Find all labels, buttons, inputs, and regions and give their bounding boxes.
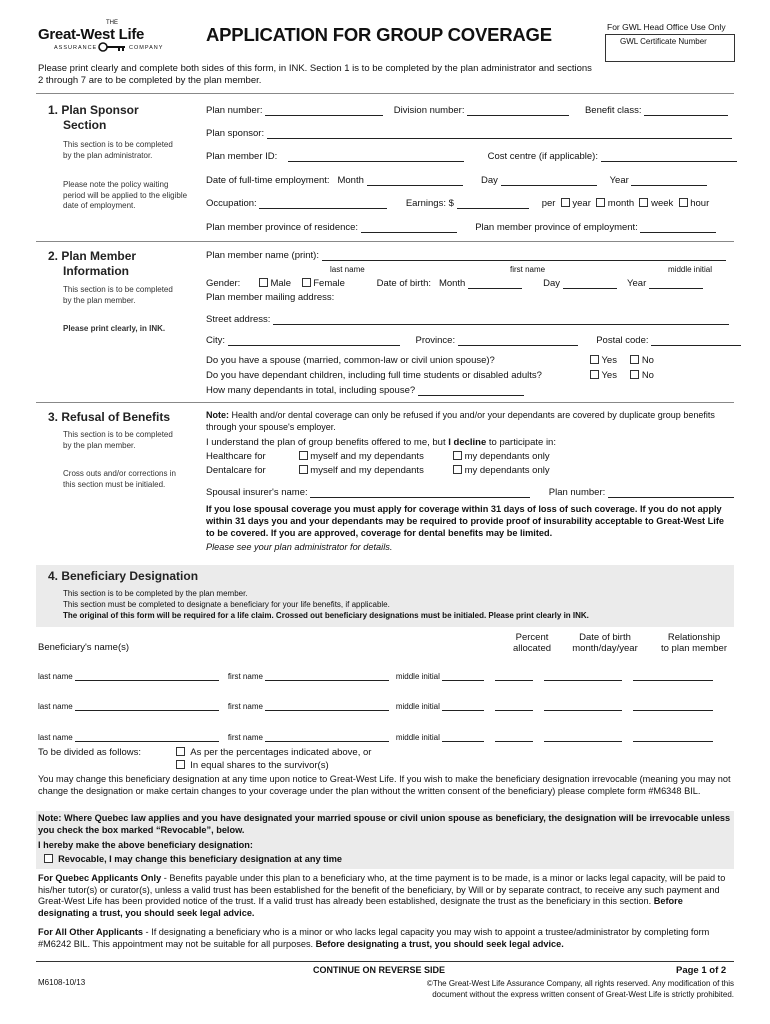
beneficiary-2-middle-initial[interactable] (442, 700, 484, 711)
section-2-ink-note: Please print clearly, in INK. (63, 324, 166, 333)
beneficiary-3-relationship[interactable] (633, 731, 713, 742)
spousal-insurer-row: Spousal insurer's name: Plan number: (206, 487, 734, 498)
hereby-statement: I hereby make the above beneficiary designation: (38, 840, 253, 850)
beneficiary-3-dob[interactable] (544, 731, 622, 742)
division-number-field[interactable] (467, 105, 569, 116)
cost-centre-field[interactable] (601, 151, 737, 162)
province-row: Plan member province of residence: Plan member province of employment: (206, 222, 716, 233)
beneficiary-3-percent[interactable] (495, 731, 533, 742)
coverage-warning: If you lose spousal coverage you must apply for coverage within 31 days of loss of such coverage. If you do not apply within 31 days you and your dependants may be required to provide proof of insurability acceptable to Great-West Life to be covered. If you are approved, coverage for dental benefits may be limited. (206, 504, 724, 538)
certificate-number-label: GWL Certificate Number (620, 37, 707, 46)
children-question: Do you have dependant children, including full time students or disabled adults? (206, 370, 542, 381)
plan-number-field[interactable] (265, 105, 383, 116)
section-2-title: 2. Plan Member Information (48, 249, 137, 278)
beneficiary-3-last-name[interactable] (75, 731, 219, 742)
street-row: Street address: (206, 314, 729, 325)
plan-number-row: Plan number: Division number: Benefit class: (206, 105, 728, 116)
relationship-header: Relationship to plan member (660, 632, 727, 654)
beneficiary-row-1: last name first name middle initial (38, 670, 713, 681)
logo-the: THE (106, 20, 118, 26)
member-name-row: Plan member name (print): (206, 250, 726, 261)
children-yes-checkbox[interactable] (590, 370, 599, 379)
page-title: APPLICATION FOR GROUP COVERAGE (206, 24, 552, 45)
section-4-note: This section is to be completed by the plan member. (63, 589, 248, 598)
beneficiary-row-3: last name first name middle initial (38, 731, 713, 742)
intro-text: Please print clearly and complete both sides of this form, in INK. Section 1 is to be completed by the plan administrator and sections 2 through 7 are to be completed by the plan member. (38, 63, 592, 86)
per-year-checkbox[interactable] (561, 198, 570, 207)
beneficiary-3-middle-initial[interactable] (442, 731, 484, 742)
section-1-note: This section is to be completed by the plan administrator. (63, 140, 173, 160)
member-id-field[interactable] (288, 151, 464, 162)
children-answer: Yes No (590, 370, 654, 381)
occupation-field[interactable] (259, 198, 387, 209)
revocable-checkbox[interactable] (44, 854, 53, 863)
beneficiary-1-last-name[interactable] (75, 670, 219, 681)
beneficiary-1-relationship[interactable] (633, 670, 713, 681)
spouse-answer: Yes No (590, 355, 654, 366)
beneficiary-1-percent[interactable] (495, 670, 533, 681)
middle-initial-caption: middle initial (668, 265, 713, 274)
dependants-count-field[interactable] (418, 385, 524, 396)
quebec-applicants-text: For Quebec Applicants Only - Benefits payable under this plan to a beneficiary who, at the time payment is to be made, is a minor or lacks legal capacity, will be paid to his/her tutor(s) or curator(s), unless a valid trust has been established for the benefit of the beneficiary, by Will or by separate contract, to receive any such payment and Great-West Life has been provided notice of the trust. If a valid trust has already been established, designate the trust as the beneficiary in this section. Before designating a trust, you should seek legal advice. (38, 873, 726, 918)
section-1-title: 1. Plan Sponsor Section (48, 103, 139, 132)
earnings-field[interactable] (457, 198, 529, 209)
spouse-no-checkbox[interactable] (630, 355, 639, 364)
per-hour-checkbox[interactable] (679, 198, 688, 207)
quebec-note: Note: Where Quebec law applies and you have designated your married spouse or civil union spouse as beneficiary, the designation will be irrevocable unless you check the box marked “Revocable”, below. (38, 813, 731, 835)
office-use-label: For GWL Head Office Use Only (607, 22, 726, 32)
beneficiary-1-middle-initial[interactable] (442, 670, 484, 681)
beneficiary-2-relationship[interactable] (633, 700, 713, 711)
section-4-designate-note: This section must be completed to designate a beneficiary for your life benefits, if applicable. (63, 600, 390, 609)
section-3-title: 3. Refusal of Benefits (48, 410, 171, 424)
occupation-row: Occupation: Earnings: $ per year month week hour (206, 198, 710, 209)
healthcare-row: Healthcare for myself and my dependants my dependants only (206, 451, 550, 462)
spousal-insurer-field[interactable] (310, 487, 530, 498)
divided-option-equal: In equal shares to the survivor(s) (176, 760, 329, 771)
section-1-waiting-note: Please note the policy waiting period will be applied to the eligible date of employment. (63, 180, 188, 210)
beneficiary-2-last-name[interactable] (75, 700, 219, 711)
section-3-corrections-note: Cross outs and/or corrections in this section must be initialed. (63, 469, 176, 489)
children-no-checkbox[interactable] (630, 370, 639, 379)
employment-day-field[interactable] (501, 175, 597, 186)
spousal-plan-number-field[interactable] (608, 487, 734, 498)
dependants-row: How many dependants in total, including spouse? (206, 385, 524, 396)
plan-sponsor-row: Plan sponsor: (206, 128, 732, 139)
other-applicants-text: For All Other Applicants - If designating a beneficiary who is a minor or who lacks legal capacity you may wish to appoint a trustee/administrator by completing form #M6242 BIL. This appointment may not be suitable for all purposes. Before designating a trust, you should seek legal advice. (38, 927, 710, 949)
page-number: Page 1 of 2 (676, 965, 727, 976)
dental-myself-dep-checkbox[interactable] (299, 465, 308, 474)
dental-dep-only-checkbox[interactable] (453, 465, 462, 474)
form-code: M6108-10/13 (38, 978, 86, 987)
logo-sub-company: COMPANY (129, 45, 164, 51)
last-name-caption: last name (330, 265, 365, 274)
percent-option-checkbox[interactable] (176, 747, 185, 756)
change-designation-text: You may change this beneficiary designation at any time upon notice to Great-West Life. If you wish to make the beneficiary designation irrevocable (meaning you may not change the designation or make certain changes to your coverage under the plan without the written consent of the beneficiary) please complete form #M6348 BIL. (38, 774, 731, 796)
beneficiary-2-percent[interactable] (495, 700, 533, 711)
see-administrator: Please see your plan administrator for details. (206, 542, 393, 552)
female-checkbox[interactable] (302, 278, 311, 287)
street-address-field[interactable] (273, 314, 729, 325)
beneficiary-1-first-name[interactable] (265, 670, 389, 681)
member-id-row: Plan member ID: Cost centre (if applicable): (206, 151, 737, 162)
decline-statement: I understand the plan of group benefits offered to me, but I decline to participate in: (206, 437, 556, 448)
dob-day-field[interactable] (563, 278, 617, 289)
spouse-question: Do you have a spouse (married, common-law or civil union spouse)? (206, 355, 495, 366)
continue-reverse: CONTINUE ON REVERSE SIDE (313, 965, 446, 975)
first-name-caption: first name (510, 265, 546, 274)
per-week-checkbox[interactable] (639, 198, 648, 207)
employment-month-field[interactable] (367, 175, 463, 186)
city-row: City: Province: Postal code: (206, 335, 741, 346)
postal-code-field[interactable] (651, 335, 741, 346)
logo (38, 20, 188, 56)
section-4-original-note: The original of this form will be required for a life claim. Crossed out beneficiary designations must be initialed. Please print clearly in INK. (63, 611, 589, 620)
key-icon (98, 42, 126, 55)
plan-sponsor-field[interactable] (267, 128, 732, 139)
city-field[interactable] (228, 335, 400, 346)
health-dep-only-checkbox[interactable] (453, 451, 462, 460)
employment-date-row: Date of full-time employment: Month Day Year (206, 175, 707, 186)
copyright: ©The Great-West Life Assurance Company, all rights reserved. Any modification of this document without the express written consent of Great-West Life is strictly prohibited. (426, 979, 734, 999)
equal-shares-checkbox[interactable] (176, 760, 185, 769)
divided-label: To be divided as follows: (38, 747, 141, 758)
beneficiary-3-first-name[interactable] (265, 731, 389, 742)
province-residence-field[interactable] (361, 222, 457, 233)
employment-year-field[interactable] (631, 175, 707, 186)
health-myself-dep-checkbox[interactable] (299, 451, 308, 460)
spouse-yes-checkbox[interactable] (590, 355, 599, 364)
refusal-note: Note: Health and/or dental coverage can only be refused if you and/or your dependants are covered by duplicate group benefits through your spouse's employer. (206, 410, 715, 432)
section-4-title: 4. Beneficiary Designation (48, 569, 199, 583)
revocable-option: Revocable, I may change this beneficiary designation at any time (44, 854, 342, 864)
province-field[interactable] (458, 335, 578, 346)
beneficiary-1-dob[interactable] (544, 670, 622, 681)
per-month-checkbox[interactable] (596, 198, 605, 207)
percent-header: Percent allocated (512, 632, 552, 654)
beneficiary-2-first-name[interactable] (265, 700, 389, 711)
male-checkbox[interactable] (259, 278, 268, 287)
dob-month-field[interactable] (468, 278, 522, 289)
province-employment-field[interactable] (640, 222, 716, 233)
divided-option-percent: As per the percentages indicated above, or (176, 747, 371, 758)
dob-header: Date of birth month/day/year (572, 632, 638, 654)
dentalcare-row: Dentalcare for myself and my dependants my dependants only (206, 465, 550, 476)
beneficiary-row-2: last name first name middle initial (38, 700, 713, 711)
beneficiary-2-dob[interactable] (544, 700, 622, 711)
section-3-note: This section is to be completed by the plan member. (63, 430, 173, 450)
dob-year-field[interactable] (649, 278, 703, 289)
certificate-number-field[interactable] (605, 34, 735, 62)
benefit-class-field[interactable] (644, 105, 728, 116)
section-2-note: This section is to be completed by the plan member. (63, 285, 173, 305)
gender-dob-row: Gender: Male Female Date of birth: Month Day Year (206, 278, 703, 289)
beneficiary-names-header: Beneficiary's name(s) (38, 642, 130, 653)
mailing-address-label: Plan member mailing address: (206, 292, 335, 303)
member-name-field[interactable] (322, 250, 726, 261)
logo-sub-assurance: ASSURANCE (54, 45, 98, 51)
logo-name: Great-West Life (38, 26, 145, 43)
